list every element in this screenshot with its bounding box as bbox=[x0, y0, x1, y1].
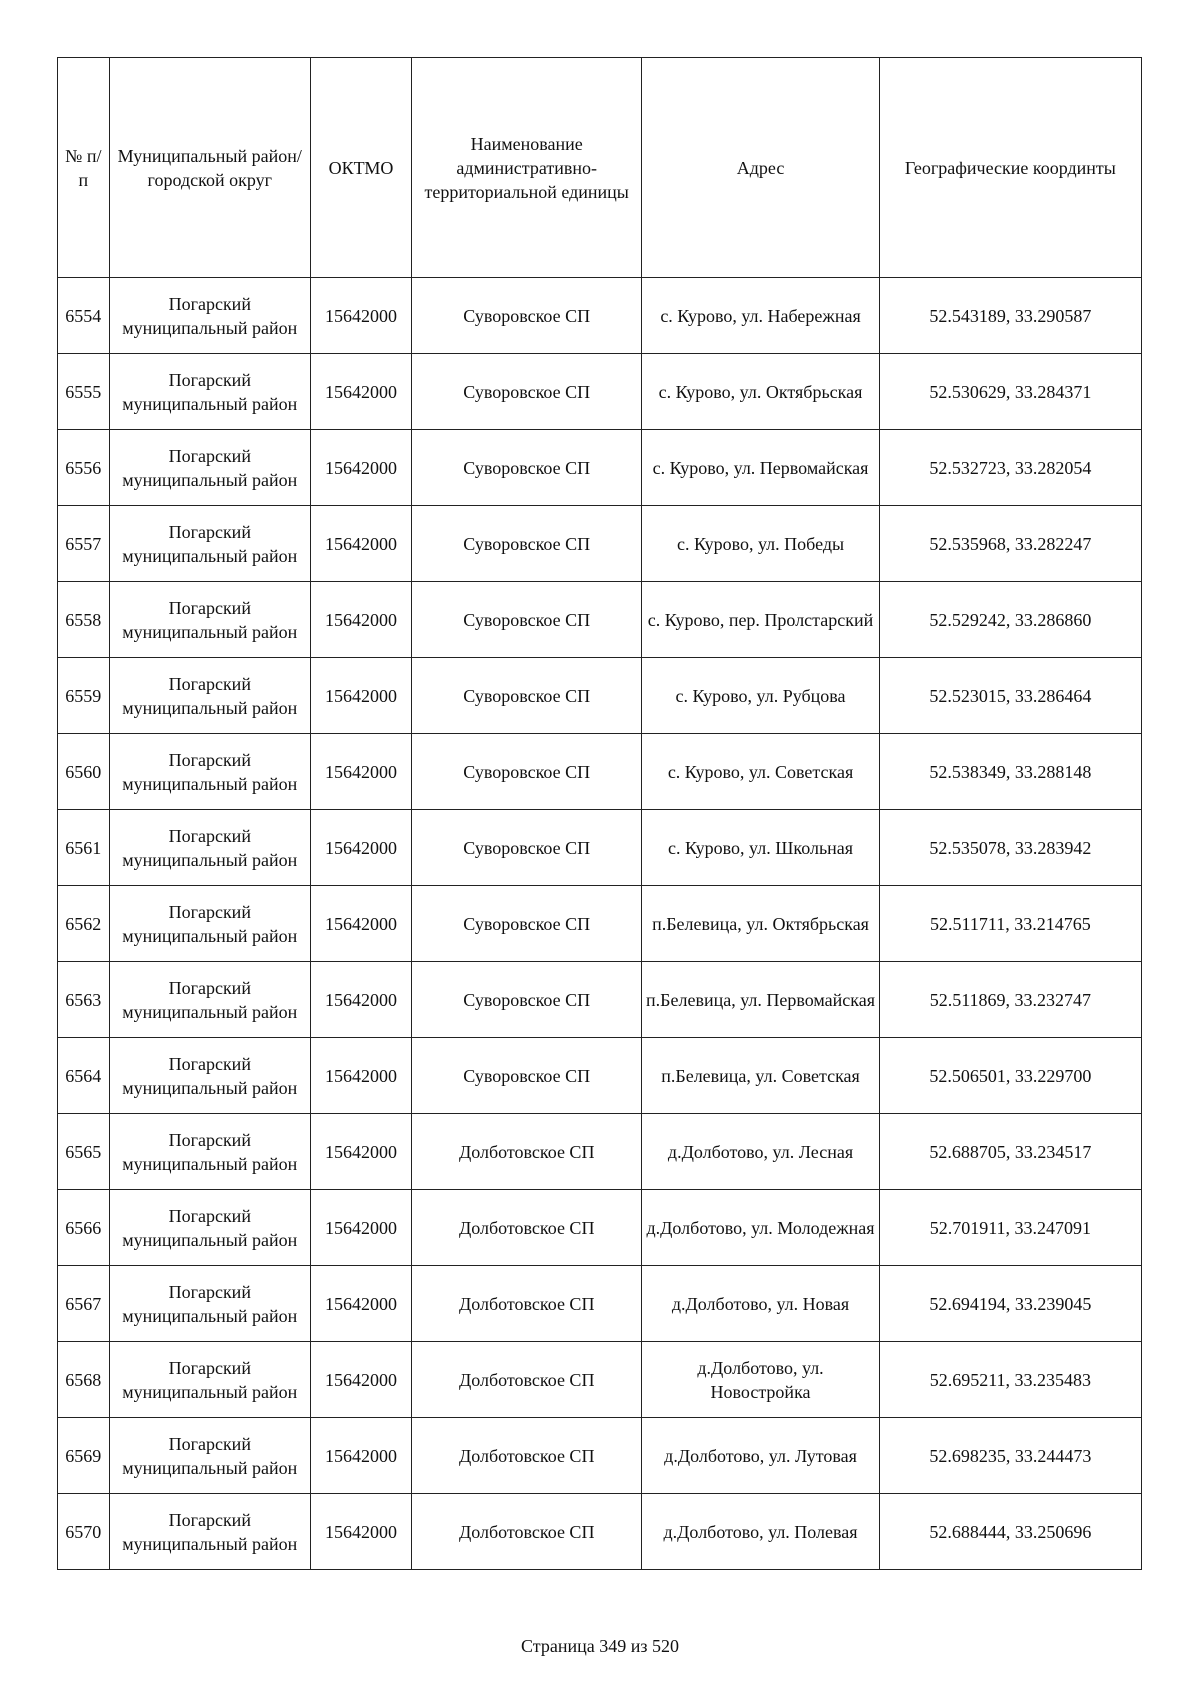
header-coordinates: Географические координты bbox=[879, 58, 1141, 278]
table-header bbox=[58, 58, 1142, 278]
cell-address: д.Долботово, ул. Молодежная bbox=[642, 1190, 879, 1266]
cell-admin-unit: Суворовское СП bbox=[412, 886, 642, 962]
cell-address: с. Курово, ул. Набережная bbox=[642, 278, 879, 354]
cell-oktmo: 15642000 bbox=[310, 886, 411, 962]
cell-district: Погарский муниципальный район bbox=[109, 1190, 310, 1266]
cell-coordinates: 52.688705, 33.234517 bbox=[879, 1114, 1141, 1190]
header-index: № п/п bbox=[58, 58, 110, 278]
cell-admin-unit: Суворовское СП bbox=[412, 354, 642, 430]
data-table bbox=[57, 57, 1142, 1570]
cell-district: Погарский муниципальный район bbox=[109, 1038, 310, 1114]
header-district: Муниципальный район/городской округ bbox=[109, 58, 310, 278]
cell-address: п.Белевица, ул. Советская bbox=[642, 1038, 879, 1114]
cell-district: Погарский муниципальный район bbox=[109, 886, 310, 962]
cell-index: 6556 bbox=[58, 430, 110, 506]
cell-coordinates: 52.530629, 33.284371 bbox=[879, 354, 1141, 430]
cell-index: 6568 bbox=[58, 1342, 110, 1418]
cell-address: д.Долботово, ул. Лутовая bbox=[642, 1418, 879, 1494]
cell-admin-unit: Долботовское СП bbox=[412, 1418, 642, 1494]
cell-oktmo: 15642000 bbox=[310, 1038, 411, 1114]
cell-coordinates: 52.532723, 33.282054 bbox=[879, 430, 1141, 506]
cell-coordinates: 52.543189, 33.290587 bbox=[879, 278, 1141, 354]
cell-oktmo: 15642000 bbox=[310, 810, 411, 886]
table-row bbox=[58, 582, 1142, 658]
cell-district: Погарский муниципальный район bbox=[109, 810, 310, 886]
cell-admin-unit: Суворовское СП bbox=[412, 1038, 642, 1114]
cell-district: Погарский муниципальный район bbox=[109, 582, 310, 658]
cell-district: Погарский муниципальный район bbox=[109, 506, 310, 582]
cell-address: с. Курово, ул. Октябрьская bbox=[642, 354, 879, 430]
cell-district: Погарский муниципальный район bbox=[109, 1114, 310, 1190]
cell-admin-unit: Суворовское СП bbox=[412, 734, 642, 810]
cell-index: 6570 bbox=[58, 1494, 110, 1570]
cell-index: 6559 bbox=[58, 658, 110, 734]
cell-district: Погарский муниципальный район bbox=[109, 1418, 310, 1494]
cell-address: с. Курово, ул. Рубцова bbox=[642, 658, 879, 734]
table-row bbox=[58, 962, 1142, 1038]
cell-address: с. Курово, пер. Пролстарский bbox=[642, 582, 879, 658]
table-row bbox=[58, 658, 1142, 734]
table-row bbox=[58, 430, 1142, 506]
cell-district: Погарский муниципальный район bbox=[109, 430, 310, 506]
cell-coordinates: 52.511869, 33.232747 bbox=[879, 962, 1141, 1038]
table-row bbox=[58, 1418, 1142, 1494]
cell-index: 6555 bbox=[58, 354, 110, 430]
table-row bbox=[58, 506, 1142, 582]
table-row bbox=[58, 1266, 1142, 1342]
cell-coordinates: 52.701911, 33.247091 bbox=[879, 1190, 1141, 1266]
table-row bbox=[58, 354, 1142, 430]
cell-coordinates: 52.698235, 33.244473 bbox=[879, 1418, 1141, 1494]
cell-address: д.Долботово, ул. Новостройка bbox=[642, 1342, 879, 1418]
cell-index: 6561 bbox=[58, 810, 110, 886]
table-row bbox=[58, 1038, 1142, 1114]
cell-index: 6563 bbox=[58, 962, 110, 1038]
cell-oktmo: 15642000 bbox=[310, 506, 411, 582]
cell-district: Погарский муниципальный район bbox=[109, 658, 310, 734]
cell-admin-unit: Суворовское СП bbox=[412, 582, 642, 658]
cell-oktmo: 15642000 bbox=[310, 278, 411, 354]
table-row bbox=[58, 734, 1142, 810]
cell-index: 6569 bbox=[58, 1418, 110, 1494]
cell-coordinates: 52.511711, 33.214765 bbox=[879, 886, 1141, 962]
cell-oktmo: 15642000 bbox=[310, 1266, 411, 1342]
cell-oktmo: 15642000 bbox=[310, 1494, 411, 1570]
cell-admin-unit: Долботовское СП bbox=[412, 1266, 642, 1342]
cell-address: п.Белевица, ул. Первомайская bbox=[642, 962, 879, 1038]
cell-oktmo: 15642000 bbox=[310, 658, 411, 734]
cell-admin-unit: Суворовское СП bbox=[412, 506, 642, 582]
cell-index: 6566 bbox=[58, 1190, 110, 1266]
cell-oktmo: 15642000 bbox=[310, 1418, 411, 1494]
header-oktmo: ОКТМО bbox=[310, 58, 411, 278]
table-row bbox=[58, 1342, 1142, 1418]
cell-admin-unit: Суворовское СП bbox=[412, 810, 642, 886]
cell-admin-unit: Суворовское СП bbox=[412, 658, 642, 734]
cell-index: 6567 bbox=[58, 1266, 110, 1342]
cell-oktmo: 15642000 bbox=[310, 1114, 411, 1190]
cell-oktmo: 15642000 bbox=[310, 1190, 411, 1266]
cell-coordinates: 52.535968, 33.282247 bbox=[879, 506, 1141, 582]
cell-address: с. Курово, ул. Первомайская bbox=[642, 430, 879, 506]
cell-admin-unit: Суворовское СП bbox=[412, 278, 642, 354]
table-body bbox=[58, 278, 1142, 1570]
cell-address: д.Долботово, ул. Лесная bbox=[642, 1114, 879, 1190]
cell-address: д.Долботово, ул. Полевая bbox=[642, 1494, 879, 1570]
cell-address: с. Курово, ул. Победы bbox=[642, 506, 879, 582]
table-row bbox=[58, 1494, 1142, 1570]
table-row bbox=[58, 278, 1142, 354]
cell-admin-unit: Долботовское СП bbox=[412, 1494, 642, 1570]
table-row bbox=[58, 810, 1142, 886]
cell-oktmo: 15642000 bbox=[310, 582, 411, 658]
cell-index: 6564 bbox=[58, 1038, 110, 1114]
header-row bbox=[58, 58, 1142, 278]
header-address: Адрес bbox=[642, 58, 879, 278]
cell-coordinates: 52.694194, 33.239045 bbox=[879, 1266, 1141, 1342]
cell-admin-unit: Долботовское СП bbox=[412, 1342, 642, 1418]
cell-coordinates: 52.535078, 33.283942 bbox=[879, 810, 1141, 886]
cell-coordinates: 52.695211, 33.235483 bbox=[879, 1342, 1141, 1418]
header-admin-unit: Наименование административно-территориальной единицы bbox=[412, 58, 642, 278]
cell-oktmo: 15642000 bbox=[310, 734, 411, 810]
cell-address: д.Долботово, ул. Новая bbox=[642, 1266, 879, 1342]
cell-oktmo: 15642000 bbox=[310, 430, 411, 506]
cell-admin-unit: Суворовское СП bbox=[412, 430, 642, 506]
cell-district: Погарский муниципальный район bbox=[109, 1494, 310, 1570]
cell-district: Погарский муниципальный район bbox=[109, 278, 310, 354]
cell-index: 6557 bbox=[58, 506, 110, 582]
cell-district: Погарский муниципальный район bbox=[109, 1266, 310, 1342]
cell-district: Погарский муниципальный район bbox=[109, 962, 310, 1038]
table-row bbox=[58, 886, 1142, 962]
cell-address: с. Курово, ул. Школьная bbox=[642, 810, 879, 886]
cell-coordinates: 52.688444, 33.250696 bbox=[879, 1494, 1141, 1570]
document-table-container bbox=[57, 57, 1142, 1570]
cell-admin-unit: Долботовское СП bbox=[412, 1190, 642, 1266]
cell-coordinates: 52.538349, 33.288148 bbox=[879, 734, 1141, 810]
cell-index: 6560 bbox=[58, 734, 110, 810]
cell-oktmo: 15642000 bbox=[310, 354, 411, 430]
cell-address: с. Курово, ул. Советская bbox=[642, 734, 879, 810]
cell-district: Погарский муниципальный район bbox=[109, 354, 310, 430]
cell-address: п.Белевица, ул. Октябрьская bbox=[642, 886, 879, 962]
cell-index: 6565 bbox=[58, 1114, 110, 1190]
cell-coordinates: 52.529242, 33.286860 bbox=[879, 582, 1141, 658]
cell-district: Погарский муниципальный район bbox=[109, 734, 310, 810]
cell-index: 6554 bbox=[58, 278, 110, 354]
cell-oktmo: 15642000 bbox=[310, 962, 411, 1038]
cell-admin-unit: Долботовское СП bbox=[412, 1114, 642, 1190]
table-row bbox=[58, 1114, 1142, 1190]
cell-oktmo: 15642000 bbox=[310, 1342, 411, 1418]
cell-admin-unit: Суворовское СП bbox=[412, 962, 642, 1038]
table-row bbox=[58, 1190, 1142, 1266]
cell-coordinates: 52.506501, 33.229700 bbox=[879, 1038, 1141, 1114]
cell-index: 6562 bbox=[58, 886, 110, 962]
cell-district: Погарский муниципальный район bbox=[109, 1342, 310, 1418]
cell-index: 6558 bbox=[58, 582, 110, 658]
cell-coordinates: 52.523015, 33.286464 bbox=[879, 658, 1141, 734]
page-number: Страница 349 из 520 bbox=[521, 1636, 679, 1656]
